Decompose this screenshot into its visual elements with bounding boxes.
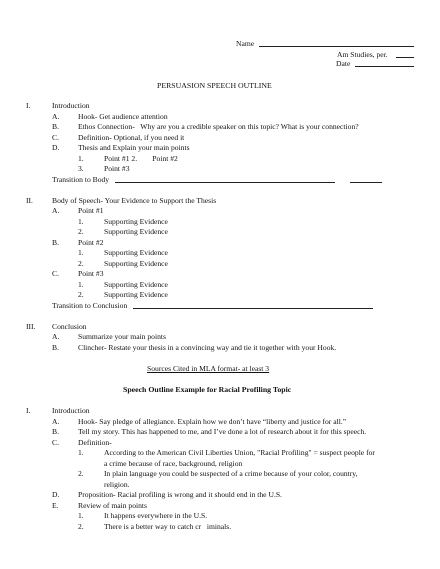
outline-item: Point #1 [78, 206, 104, 215]
sources-note: Sources Cited in MLA format- at least 3 [147, 364, 270, 373]
period-line[interactable] [396, 57, 414, 58]
outline-num: 1. [78, 217, 84, 226]
outline-item: Clincher- Restate your thesis in a convincing way and tie it together with your Hook. [78, 343, 337, 352]
outline-item: Point #3 [78, 269, 104, 278]
outline-item: Supporting Evidence [104, 290, 168, 299]
outline-item: Hook- Get audience attention [78, 112, 168, 121]
outline-item: Definition- [78, 438, 112, 447]
transition-line[interactable] [350, 182, 382, 183]
transition-line[interactable] [133, 308, 373, 309]
outline-num: B. [52, 122, 59, 131]
outline-item: Point #2 [78, 238, 104, 247]
outline-num: C. [52, 269, 59, 278]
outline-num: E. [52, 501, 59, 510]
outline-item: In plain language you could be suspected of a crime because of your color, country, [104, 469, 358, 478]
outline-num: D. [52, 143, 60, 152]
outline-num: D. [52, 490, 60, 499]
outline-item: religion. [104, 480, 130, 489]
class-label: Am Studies, per. [337, 50, 388, 59]
name-line[interactable] [259, 46, 414, 47]
example-title: Speech Outline Example for Racial Profiling Topic [123, 385, 292, 394]
outline-item: a crime because of race, background, religion [104, 459, 243, 468]
outline-num: I. [26, 101, 31, 110]
name-label: Name [236, 39, 255, 48]
outline-item: Point #3 [104, 164, 130, 173]
outline-num: III. [26, 322, 36, 331]
outline-num: 1. [78, 280, 84, 289]
outline-num: B. [52, 238, 59, 247]
outline-num: 1. [78, 154, 84, 163]
outline-num: 1. [78, 511, 84, 520]
outline-item: Hook- Say pledge of allegiance. Explain how we don’t have “liberty and justice for all.” [78, 417, 347, 426]
outline-num: 2. [78, 290, 84, 299]
date-line[interactable] [355, 66, 414, 67]
outline-num: A. [52, 206, 60, 215]
outline-item: Supporting Evidence [104, 227, 168, 236]
outline-item: Conclusion [52, 322, 87, 331]
outline-num: 1. [78, 248, 84, 257]
outline-item: Ethos Connection- Why are you a credible speaker on this topic? What is your connection? [78, 122, 359, 131]
outline-item: Introduction [52, 101, 90, 110]
outline-item: Body of Speech- Your Evidence to Support the Thesis [52, 196, 217, 205]
outline-num: 2. [78, 227, 84, 236]
outline-item: Thesis and Explain your main points [78, 143, 190, 152]
outline-item: Supporting Evidence [104, 280, 168, 289]
outline-item: Tell my story. This has happened to me, and I’ve done a lot of research about it for this speech. [78, 427, 367, 436]
outline-num: 2. [78, 469, 84, 478]
outline-num: A. [52, 417, 60, 426]
outline-item: Introduction [52, 406, 90, 415]
outline-item: Definition- Optional, if you need it [78, 133, 185, 142]
outline-num: C. [52, 438, 59, 447]
outline-item: Point #1 2. Point #2 [104, 154, 178, 163]
outline-num: B. [52, 343, 59, 352]
outline-item: There is a better way to catch cr iminals. [104, 522, 232, 531]
outline-item: According to the American Civil Liberties Union, "Racial Profiling" = suspect people for [104, 448, 375, 457]
outline-item: Review of main points [78, 501, 147, 510]
outline-item: Supporting Evidence [104, 248, 168, 257]
outline-item: Supporting Evidence [104, 259, 168, 268]
outline-num: A. [52, 332, 60, 341]
transition-label: Transition to Conclusion [52, 301, 128, 310]
outline-num: 2. [78, 522, 84, 531]
outline-num: II. [26, 196, 33, 205]
outline-num: 1. [78, 448, 84, 457]
outline-num: C. [52, 133, 59, 142]
outline-num: I. [26, 406, 31, 415]
page-title: PERSUASION SPEECH OUTLINE [157, 81, 272, 90]
outline-num: 3. [78, 164, 84, 173]
outline-item: Summarize your main points [78, 332, 166, 341]
outline-item: It happens everywhere in the U.S. [104, 511, 208, 520]
transition-label: Transition to Body [52, 175, 110, 184]
outline-item: Proposition- Racial profiling is wrong and it should end in the U.S. [78, 490, 282, 499]
outline-num: A. [52, 112, 60, 121]
outline-num: 2. [78, 259, 84, 268]
date-label: Date [336, 59, 351, 68]
outline-item: Supporting Evidence [104, 217, 168, 226]
transition-line[interactable] [115, 182, 335, 183]
outline-num: B. [52, 427, 59, 436]
